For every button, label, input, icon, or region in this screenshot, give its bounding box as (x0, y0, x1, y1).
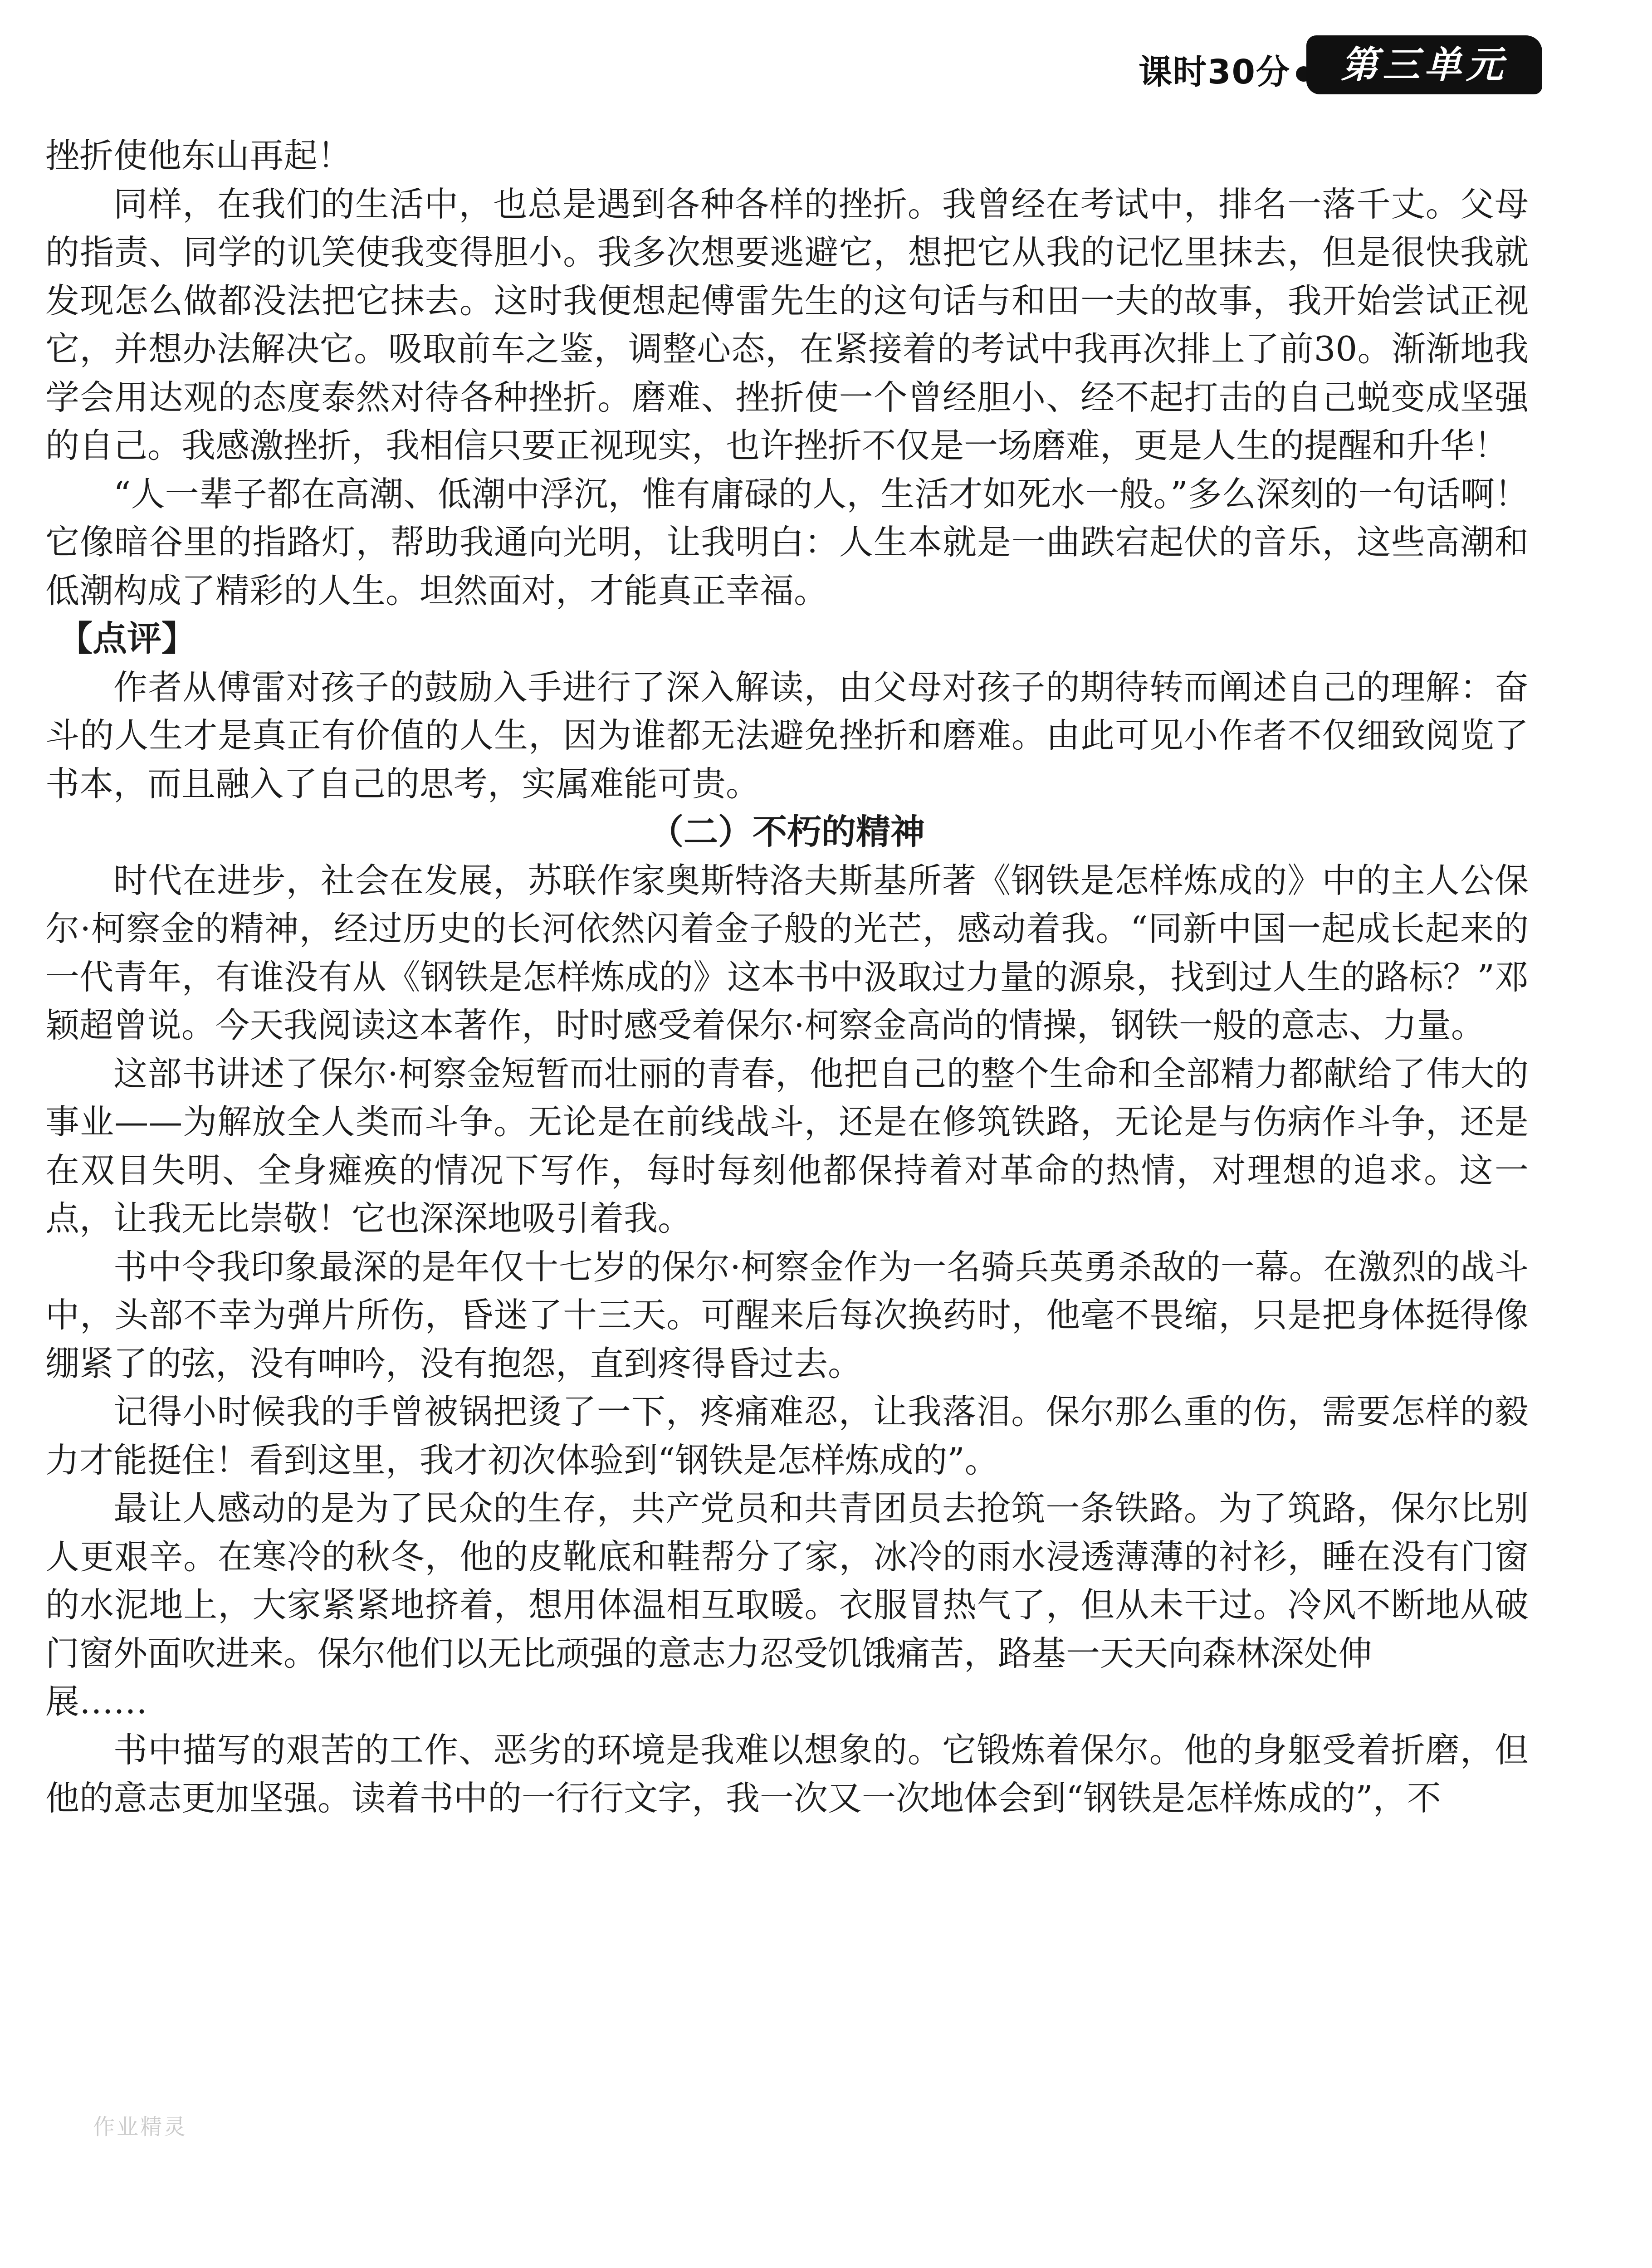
paragraph: 书中令我印象最深的是年仅十七岁的保尔·柯察金作为一名骑兵英勇杀敌的一幕。在激烈的战斗中，头部不幸为弹片所伤，昏迷了十三天。可醒来后每次换药时，他毫不畏缩，只是把身体挺得像绷紧了的弦，没有呻吟，没有抱怨，直到疼得昏过去。 (45, 1246, 1529, 1383)
lesson-label (1139, 45, 1311, 93)
watermark: 作业精灵 (93, 2114, 188, 2140)
paragraph: “人一辈子都在高潮、低潮中浮沉，惟有庸碌的人，生活才如死水一般。”多么深刻的一句话啊！它像暗谷里的指路灯，帮助我通向光明，让我明白：人生本就是一曲跌宕起伏的音乐，这些高潮和低潮构成了精彩的人生。坦然面对，才能真正幸福。 (45, 474, 1529, 611)
paragraph: 时代在进步，社会在发展，苏联作家奥斯特洛夫斯基所著《钢铁是怎样炼成的》中的主人公保尔·柯察金的精神，经过历史的长河依然闪着金子般的光芒，感动着我。“同新中国一起成长起来的一代青年，有谁没有从《钢铁是怎样炼成的》这本书中汲取过力量的源泉，找到过人生的路标？”邓颖超曾说。今天我阅读这本著作，时时感受着保尔·柯察金高尚的情操，钢铁一般的意志、力量。 (45, 860, 1529, 1045)
comment-heading: 【点评】 (58, 618, 196, 659)
page-body (45, 132, 1529, 1823)
section-title: （二）不朽的精神 (649, 811, 925, 852)
paragraph: 最让人感动的是为了民众的生存，共产党员和共青团员去抢筑一条铁路。为了筑路，保尔比别人更艰辛。在寒冷的秋冬，他的皮靴底和鞋帮分了家，冰冷的雨水浸透薄薄的衬衫，睡在没有门窗的水泥地上，大家紧紧地挤着，想用体温相互取暖。衣服冒热气了，但从未干过。冷风不断地从破门窗外面吹进来。保尔他们以无比顽强的意志力忍受饥饿痛苦，路基一天天向森林深处伸 (45, 1488, 1529, 1673)
comment-text: 作者从傅雷对孩子的鼓励入手进行了深入解读，由父母对孩子的期待转而阐述自己的理解：奋斗的人生才是真正有价值的人生，因为谁都无法避免挫折和磨难。由此可见小作者不仅细致阅览了书本，而且融入了自己的思考，实属难能可贵。 (45, 667, 1529, 804)
lesson-label-text: 课时30分 (1139, 53, 1290, 92)
paragraph: 记得小时候我的手曾被锅把烫了一下，疼痛难忍，让我落泪。保尔那么重的伤，需要怎样的毅力才能挺住！看到这里，我才初次体验到“钢铁是怎样炼成的”。 (45, 1392, 1529, 1480)
paragraph: 书中描写的艰苦的工作、恶劣的环境是我难以想象的。它锻炼着保尔。他的身躯受着折磨，但他的意志更加坚强。读着书中的一行行文字，我一次又一次地体会到“钢铁是怎样炼成的”，不 (45, 1730, 1529, 1818)
unit-badge: 第三单元 (1306, 35, 1542, 94)
paragraph-ending: 展…… (45, 1681, 148, 1721)
paragraph: 同样，在我们的生活中，也总是遇到各种各样的挫折。我曾经在考试中，排名一落千丈。父母的指责、同学的讥笑使我变得胆小。我多次想要逃避它，想把它从我的记忆里抹去，但是很快我就发现怎么做都没法把它抹去。这时我便想起傅雷先生的这句话与和田一夫的故事，我开始尝试正视它，并想办法解决它。吸取前车之鉴，调整心态，在紧接着的考试中我再次排上了前30。渐渐地我学会用达观的态度泰然对待各种挫折。磨难、挫折使一个曾经胆小、经不起打击的自己蜕变成坚强的自己。我感激挫折，我相信只要正视现实，也许挫折不仅是一场磨难，更是人生的提醒和升华！ (45, 184, 1529, 465)
paragraph-continuation: 挫折使他东山再起！ (45, 136, 352, 176)
paragraph: 这部书讲述了保尔·柯察金短暂而壮丽的青春，他把自己的整个生命和全部精力都献给了伟大的事业——为解放全人类而斗争。无论是在前线战斗，还是在修筑铁路，无论是与伤病作斗争，还是在双目失明、全身瘫痪的情况下写作，每时每刻他都保持着对革命的热情，对理想的追求。这一点，让我无比崇敬！它也深深地吸引着我。 (45, 1053, 1529, 1238)
